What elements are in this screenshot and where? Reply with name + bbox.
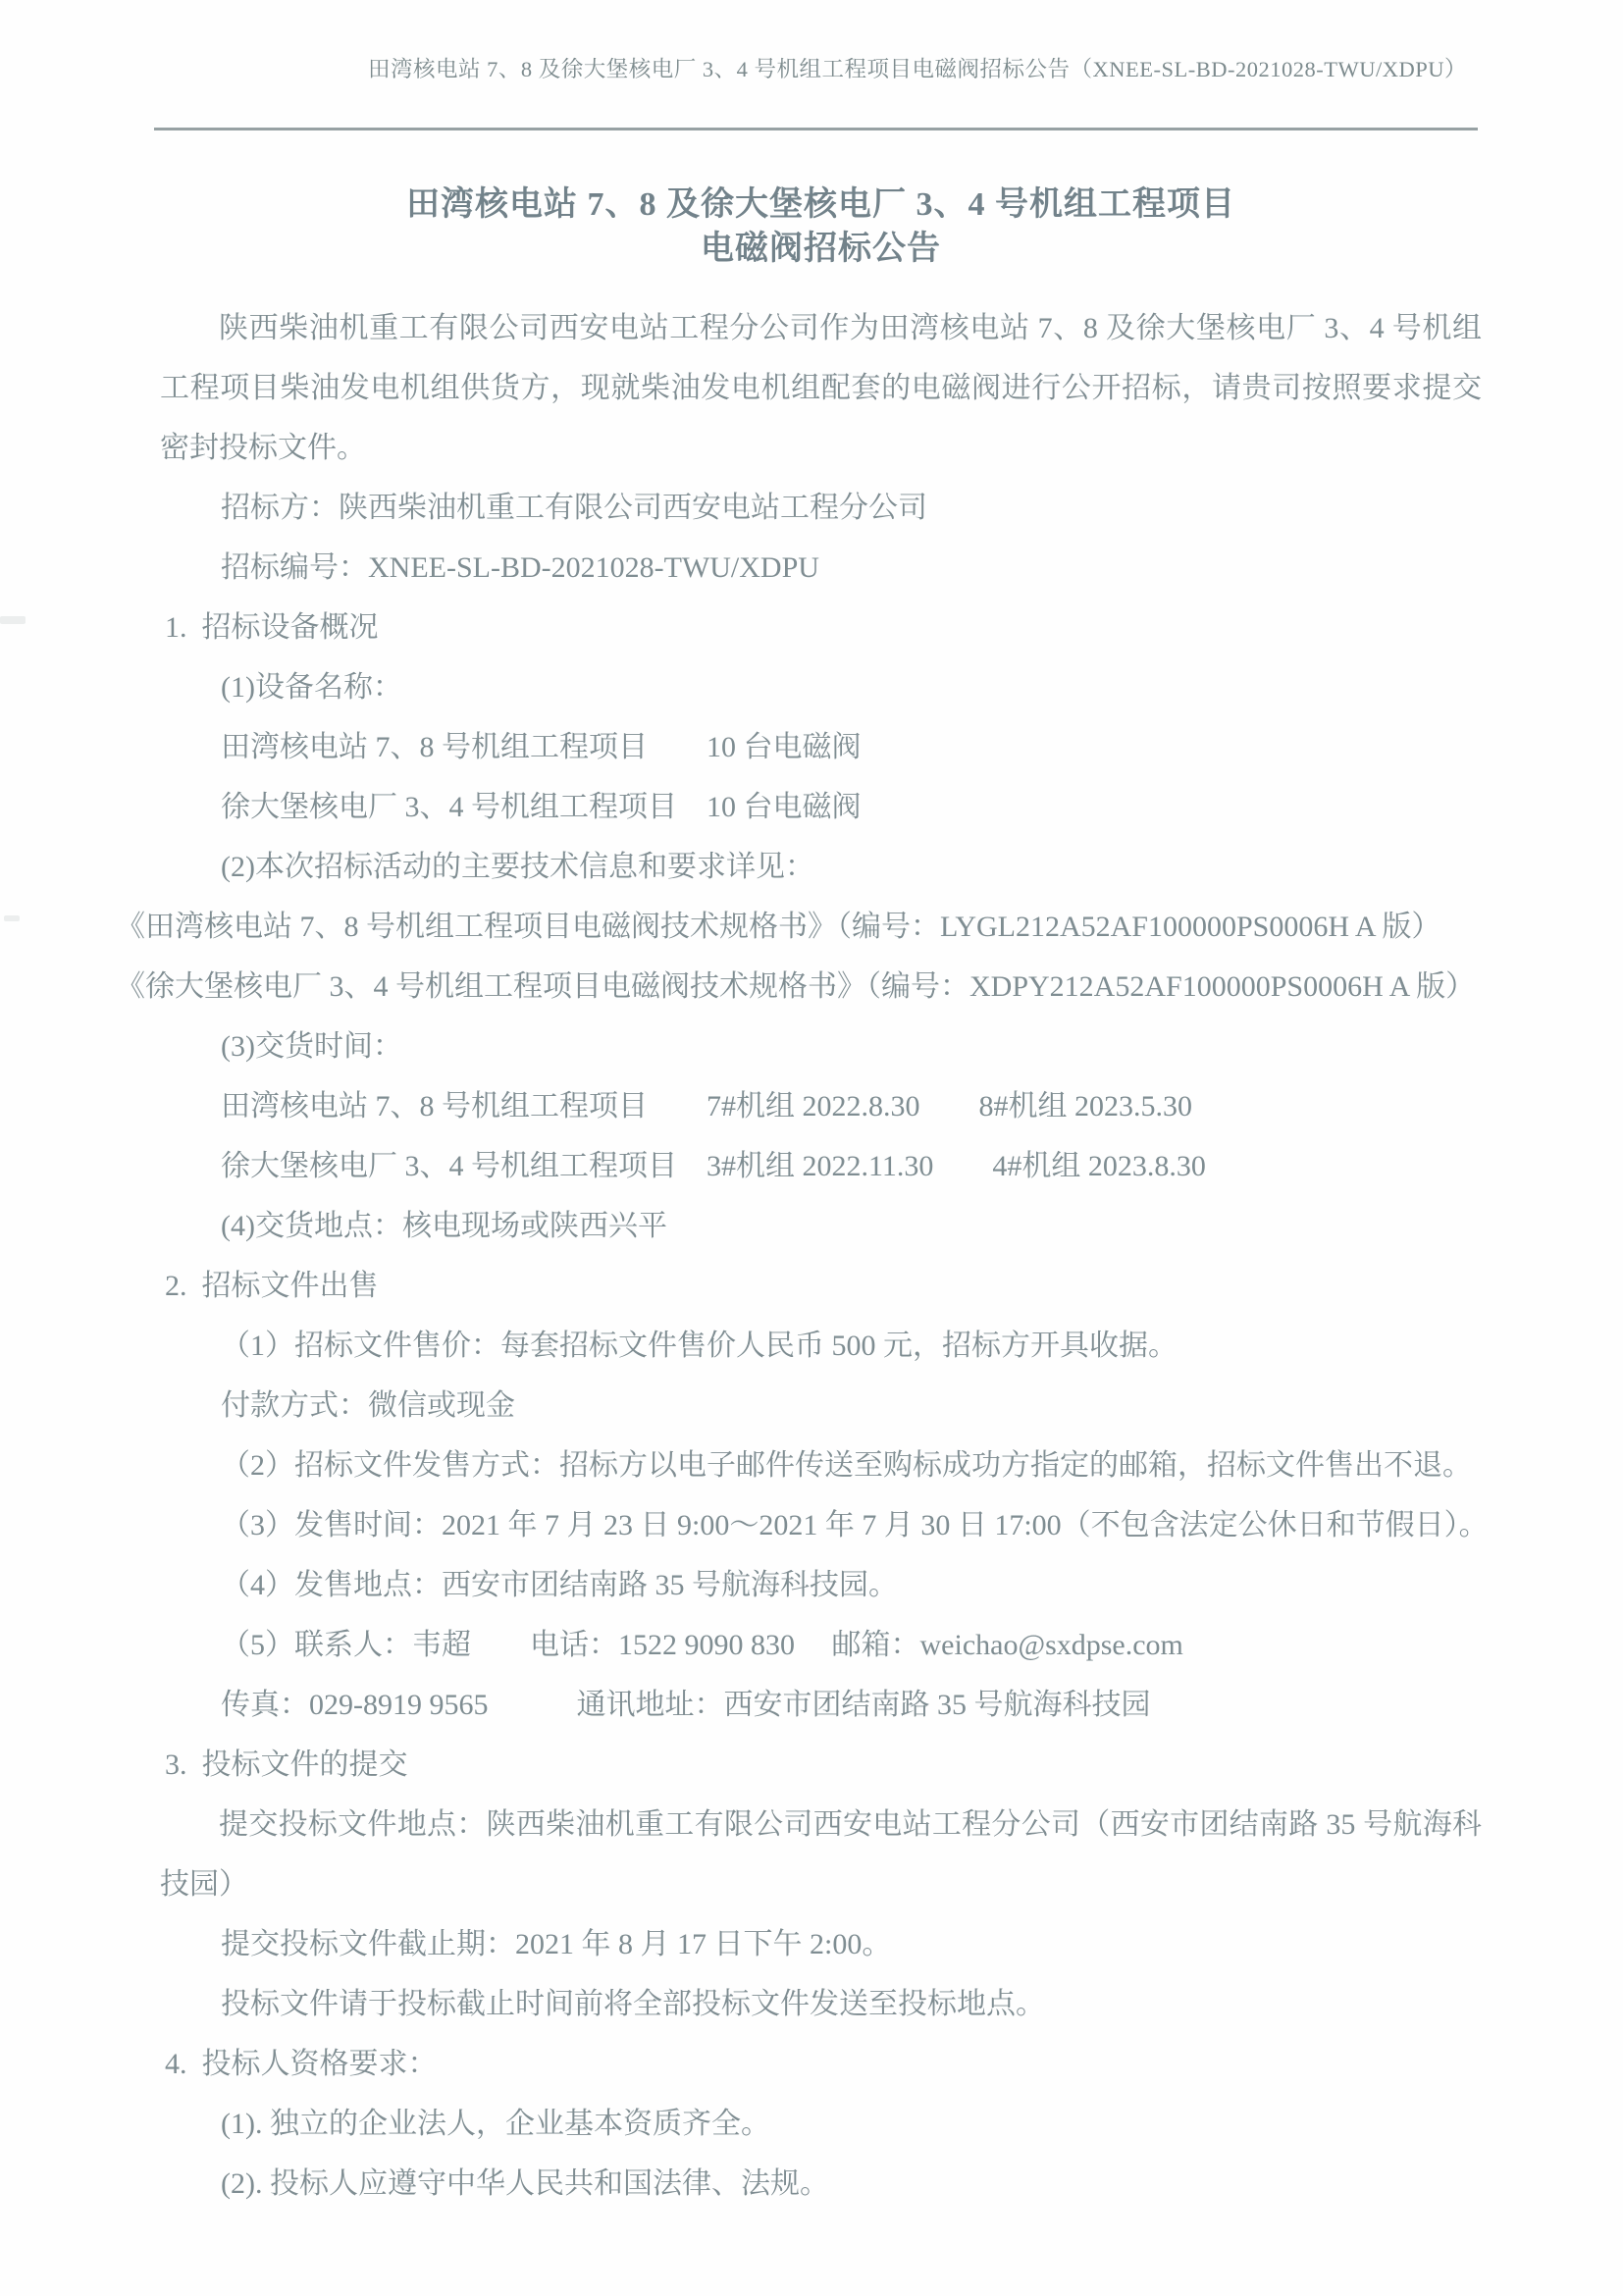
scan-artifact <box>4 915 20 921</box>
section-2-item-sale-place: （4）发售地点：西安市团结南路 35 号航海科技园。 <box>221 1569 898 1601</box>
section-1-item-xudabao-spec: 《徐大堡核电厂 3、4 号机组工程项目电磁阀技术规格书》（编号：XDPY212A52AF100000PS0006H A 版） <box>116 970 1476 1003</box>
section-1-item-xudabao-delivery: 徐大堡核电厂 3、4 号机组工程项目 3#机组 2022.11.30 4#机组 2023.8.30 <box>221 1150 1206 1182</box>
section-1-item-equipment-name-label: (1)设备名称： <box>221 671 402 704</box>
section-2-item-sale-time: （3）发售时间：2021 年 7 月 23 日 9:00～2021 年 7 月 30 日 17:00（不包含法定公休日和节假日）。 <box>221 1509 1489 1541</box>
section-1-item-tianwan-delivery: 田湾核电站 7、8 号机组工程项目 7#机组 2022.8.30 8#机组 2023.5.30 <box>221 1090 1192 1122</box>
section-4-heading: 4. 投标人资格要求： <box>165 2048 438 2080</box>
section-1-item-delivery-place: (4)交货地点：核电现场或陕西兴平 <box>221 1210 667 1242</box>
document-title-line1: 田湾核电站 7、8 及徐大堡核电厂 3、4 号机组工程项目 <box>406 186 1235 223</box>
section-4-item-law: (2). 投标人应遵守中华人民共和国法律、法规。 <box>221 2167 829 2200</box>
section-2-item-payment: 付款方式：微信或现金 <box>221 1389 515 1422</box>
section-1-item-xudabao-equipment: 徐大堡核电厂 3、4 号机组工程项目 10 台电磁阀 <box>221 791 862 823</box>
section-3-item-submit-place: 提交投标文件地点：陕西柴油机重工有限公司西安电站工程分公司（西安市团结南路 35 号航海科技园） <box>160 1808 1482 1901</box>
tenderer-line: 招标方：陕西柴油机重工有限公司西安电站工程分公司 <box>221 492 927 524</box>
section-2-item-fax-address: 传真：029-8919 9565 通讯地址：西安市团结南路 35 号航海科技园 <box>221 1689 1151 1721</box>
section-1-item-tianwan-equipment: 田湾核电站 7、8 号机组工程项目 10 台电磁阀 <box>221 731 862 763</box>
section-3-heading: 3. 投标文件的提交 <box>165 1748 408 1781</box>
tender-number-line: 招标编号：XNEE-SL-BD-2021028-TWU/XDPU <box>221 551 819 584</box>
section-3-item-send-note: 投标文件请于投标截止时间前将全部投标文件发送至投标地点。 <box>221 1988 1045 2020</box>
section-1-item-tianwan-spec: 《田湾核电站 7、8 号机组工程项目电磁阀技术规格书》（编号：LYGL212A52AF100000PS0006H A 版） <box>116 911 1441 943</box>
section-2-heading: 2. 招标文件出售 <box>165 1270 379 1302</box>
section-1-item-tech-info-label: (2)本次招标活动的主要技术信息和要求详见： <box>221 851 814 883</box>
document-title-line2: 电磁阀招标公告 <box>701 231 941 267</box>
scan-artifact <box>0 616 26 624</box>
section-2-item-price: （1）招标文件售价：每套招标文件售价人民币 500 元，招标方开具收据。 <box>221 1330 1178 1362</box>
section-2-item-distribution: （2）招标文件发售方式：招标方以电子邮件传送至购标成功方指定的邮箱，招标文件售出不退。 <box>221 1449 1472 1482</box>
page-header: 田湾核电站 7、8 及徐大堡核电厂 3、4 号机组工程项目电磁阀招标公告（XNEE-SL-BD-2021028-TWU/XDPU） <box>368 57 1467 81</box>
section-2-item-contact: （5）联系人：韦超 电话：1522 9090 830 邮箱：weichao@sxdpse.com <box>221 1629 1183 1661</box>
document-body <box>116 183 1489 2214</box>
intro-paragraph: 陕西柴油机重工有限公司西安电站工程分公司作为田湾核电站 7、8 及徐大堡核电厂 3、4 号机组工程项目柴油发电机组供货方，现就柴油发电机组配套的电磁阀进行公开招标，请贵司按照要求提交密封投标文件。 <box>160 312 1482 464</box>
document-title <box>160 183 1482 271</box>
header-rule <box>154 128 1478 130</box>
section-3-item-deadline: 提交投标文件截止期：2021 年 8 月 17 日下午 2:00。 <box>221 1928 892 1960</box>
section-1-item-delivery-time-label: (3)交货时间： <box>221 1030 402 1063</box>
section-1-heading: 1. 招标设备概况 <box>165 611 379 644</box>
section-4-item-legal-person: (1). 独立的企业法人，企业基本资质齐全。 <box>221 2108 770 2140</box>
